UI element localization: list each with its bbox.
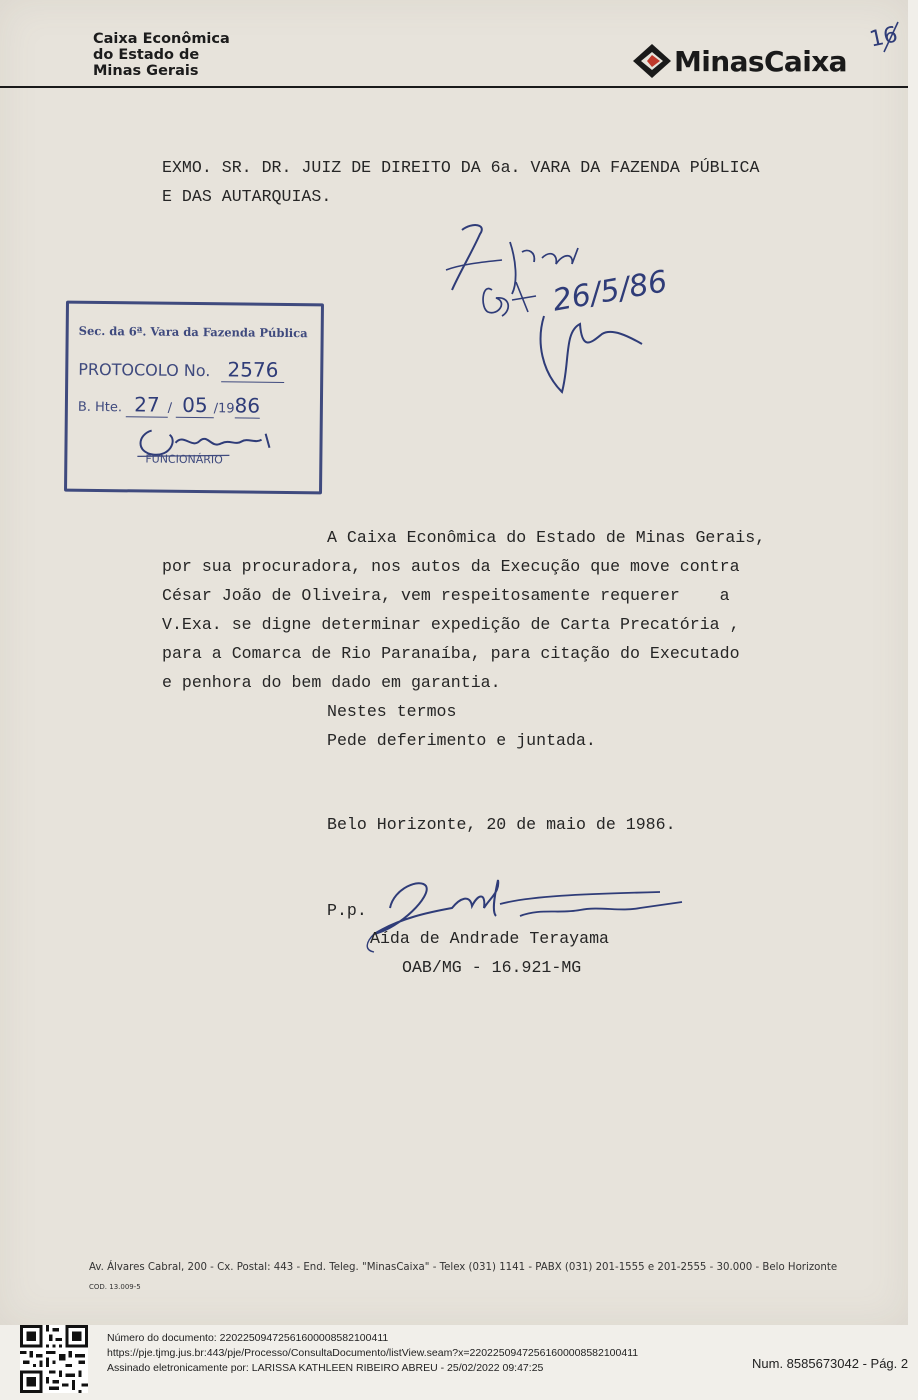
- logo-text: MinasCaixa: [674, 44, 847, 78]
- logo-mark-icon: [632, 43, 672, 79]
- body-line-6: e penhora do bem dado em garantia.: [162, 673, 501, 692]
- minascaixa-logo: [632, 40, 847, 82]
- closing-line-1: Nestes termos: [327, 702, 457, 721]
- stamp-century: 19: [217, 401, 235, 417]
- closing-line-2: Pede deferimento e juntada.: [327, 731, 596, 750]
- org-line-2: do Estado de: [93, 47, 200, 63]
- document-url[interactable]: https://pje.tjmg.jus.br:443/pje/Processo/ConsultaDocumento/listView.seam?x=22022509472561600008582100411: [107, 1347, 639, 1359]
- stamp-role: FUNCIONÁRIO: [145, 452, 223, 467]
- header-rule: [0, 86, 908, 88]
- stamp-date: B. Hte. 27 / 05 /1986: [77, 392, 261, 418]
- document-number: Número do documento: 22022509472561600008582100411: [107, 1332, 389, 1344]
- judge-handwritten-dispatch: [432, 212, 762, 412]
- signed-by: Assinado eletronicamente por: LARISSA KATHLEEN RIBEIRO ABREU - 25/02/2022 09:47:25: [107, 1362, 544, 1374]
- addressee-line-2: E DAS AUTARQUIAS.: [162, 187, 332, 206]
- signatory-oab: OAB/MG - 16.921-MG: [402, 958, 582, 977]
- org-line-3: Minas Gerais: [93, 63, 199, 79]
- stamp-protocol-number: 2576: [221, 357, 284, 383]
- signatory-name: Aída de Andrade Terayama: [370, 929, 609, 948]
- stamp-court-name: Sec. da 6ª. Vara da Fazenda Pública: [78, 323, 308, 341]
- body-line-3: César João de Oliveira, vem respeitosamente requerer a: [162, 586, 730, 605]
- org-line-1: Caixa Econômica: [93, 31, 230, 47]
- body-line-2: por sua procuradora, nos autos da Execução que move contra: [162, 557, 740, 576]
- addressee-line-1: EXMO. SR. DR. JUIZ DE DIREITO DA 6a. VARA DA FAZENDA PÚBLICA: [162, 158, 760, 177]
- stamp-protocol-label: PROTOCOLO No.: [78, 359, 211, 381]
- dispatch-date: 26/5/86: [550, 264, 670, 319]
- protocol-stamp: [64, 301, 324, 495]
- stamp-protocol: [78, 356, 284, 382]
- stamp-month: 05: [176, 393, 214, 418]
- page-number: Num. 8585673042 - Pág. 2: [752, 1356, 909, 1371]
- body-line-4: V.Exa. se digne determinar expedição de Carta Precatória ,: [162, 615, 740, 634]
- corner-number: 16: [867, 22, 900, 53]
- electronic-signature-info: [107, 1331, 638, 1376]
- stamp-place-label: B. Hte.: [77, 399, 123, 416]
- stamp-day: 27: [126, 392, 168, 417]
- stamp-year: 86: [234, 393, 261, 418]
- qr-code-icon: [20, 1325, 88, 1393]
- organization-name: [93, 31, 230, 79]
- pp-label: P.p.: [327, 901, 367, 920]
- place-and-date: Belo Horizonte, 20 de maio de 1986.: [327, 815, 676, 834]
- corner-annotation: [864, 14, 904, 64]
- body-line-5: para a Comarca de Rio Paranaíba, para citação do Executado: [162, 644, 740, 663]
- footer-address: Av. Álvares Cabral, 200 - Cx. Postal: 443 - End. Teleg. "MinasCaixa" - Telex (031) 1141 - PABX (031) 201-1555 e 201-2555 - 30.000 - Belo Horizonte: [89, 1262, 838, 1273]
- footer-code: COD. 13.009-5: [89, 1283, 141, 1291]
- body-line-1: A Caixa Econômica do Estado de Minas Gerais,: [327, 528, 766, 547]
